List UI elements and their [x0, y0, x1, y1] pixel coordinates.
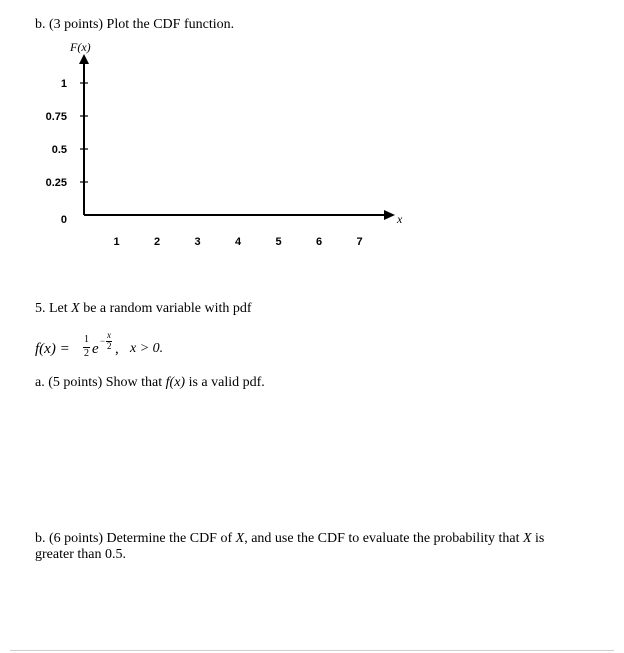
- pdf-exp-den: 2: [107, 341, 112, 351]
- pdf-exp-sign: −: [100, 336, 106, 346]
- x-tick-label: 7: [356, 236, 363, 248]
- pdf-frac-num: 1: [84, 334, 89, 345]
- part-b-line2: greater than 0.5.: [35, 547, 126, 562]
- x-tick-label: 4: [234, 236, 242, 248]
- part-b-line1-var1: X: [235, 531, 245, 546]
- part-b-text-line-1: [35, 531, 544, 547]
- y-tick-label: 0.25: [45, 177, 67, 189]
- pdf-domain: x > 0.: [130, 341, 164, 356]
- part-b-line1-var2: X: [522, 531, 532, 546]
- q5-intro-var: X: [71, 301, 80, 316]
- pdf-frac-den: 2: [84, 348, 89, 359]
- part-a-post: is a valid pdf.: [185, 375, 265, 390]
- part-a-pre: a. (5 points) Show that: [35, 375, 166, 390]
- part-a-f: f: [165, 375, 170, 390]
- y-tick-label: 0: [60, 214, 67, 226]
- y-axis-title: F(x): [70, 40, 91, 54]
- part-a-text: [35, 375, 265, 391]
- pdf-exp-num: x: [107, 330, 111, 340]
- axis-group: [79, 54, 395, 220]
- x-tick-label: 2: [153, 236, 161, 248]
- part-a-x: (x): [169, 375, 186, 390]
- bottom-divider: [10, 650, 614, 651]
- q5-intro-post: be a random variable with pdf: [79, 301, 252, 316]
- x-axis-arrow: [384, 210, 395, 220]
- part-b-plot-text: b. (3 points) Plot the CDF function.: [35, 17, 235, 32]
- pdf-base: e: [92, 341, 99, 357]
- x-tick-label: 5: [275, 236, 282, 248]
- part-b-line1-post: is: [531, 531, 545, 546]
- pdf-sep: ,: [115, 341, 119, 357]
- pdf-lhs: f(x) =: [35, 341, 70, 357]
- y-axis-arrow: [79, 54, 89, 64]
- cdf-axes-chart: [0, 0, 624, 260]
- part-b-line1-mid: , and use the CDF to evaluate the probability that: [244, 531, 523, 546]
- q5-intro-pre: 5. Let: [35, 301, 72, 316]
- x-axis-title: x: [397, 212, 403, 226]
- x-tick-label: 1: [113, 236, 120, 248]
- part-b-text-line-2: [35, 547, 126, 563]
- question-5-intro: [35, 301, 252, 317]
- y-tick-group: [46, 78, 88, 226]
- y-tick-label: 0.5: [51, 144, 67, 156]
- x-tick-label: 6: [315, 236, 323, 248]
- y-tick-label: 1: [60, 78, 67, 90]
- y-tick-label: 0.75: [45, 111, 67, 123]
- part-b-line1-pre: b. (6 points) Determine the CDF of: [35, 531, 236, 546]
- x-tick-group: [113, 236, 362, 248]
- x-tick-label: 3: [194, 236, 201, 248]
